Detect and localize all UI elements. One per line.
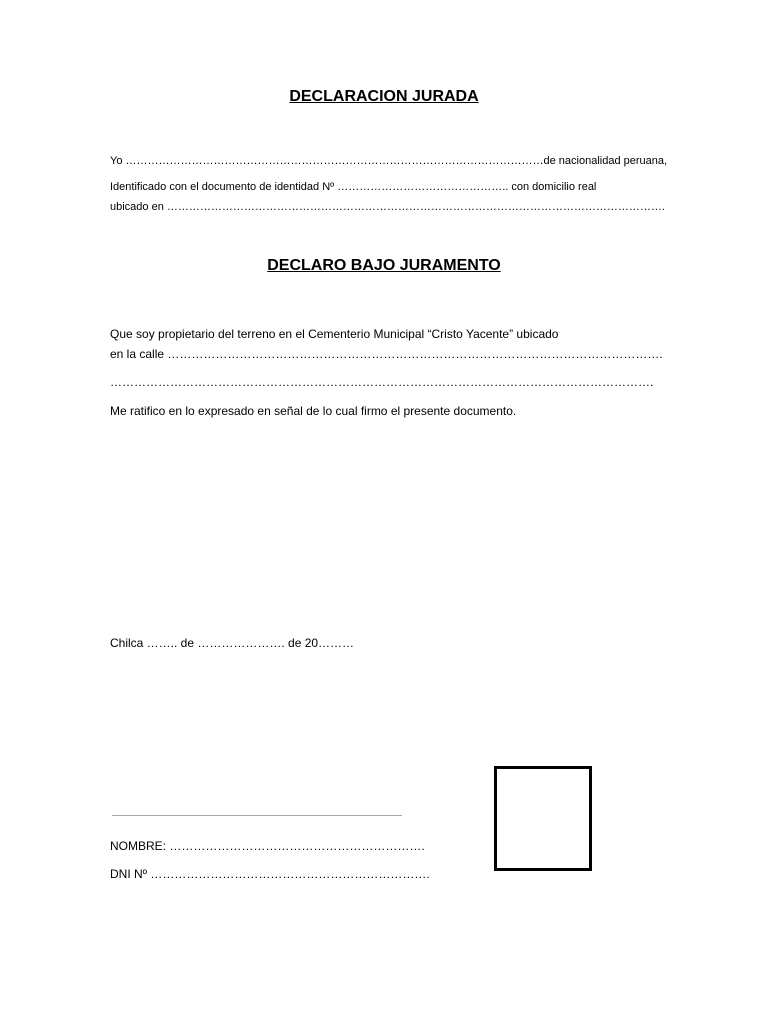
document-title: DECLARACION JURADA <box>289 88 479 105</box>
date-line: Chilca …….. de …………………. de 20……… <box>110 636 355 650</box>
fingerprint-box <box>494 766 592 871</box>
declaration-heading: DECLARO BAJO JURAMENTO <box>267 257 501 274</box>
body-line-blank: ………………………………………………………………………………………………………………………. <box>110 375 654 389</box>
signature-line <box>112 815 402 816</box>
intro-line-id: Identificado con el documento de identidad Nº ……………………………………….. con domicilio real <box>110 181 597 193</box>
body-line-ownership: Que soy propietario del terreno en el Cementerio Municipal “Cristo Yacente” ubicado <box>110 327 559 341</box>
name-line: NOMBRE: ………………………………………………………. <box>110 839 425 853</box>
dni-line: DNI Nº ……………………………………………………………. <box>110 867 430 881</box>
intro-line-address: ubicado en ………………………………………………………………………………………………………………………. <box>110 201 665 213</box>
intro-line-name: Yo ……………………………………………………………………………………………………de nacionalidad peruana, <box>110 155 668 167</box>
body-line-ratification: Me ratifico en lo expresado en señal de lo cual firmo el presente documento. <box>110 404 517 418</box>
body-line-street: en la calle ……………………………………………………………………………………………………………. <box>110 347 663 361</box>
